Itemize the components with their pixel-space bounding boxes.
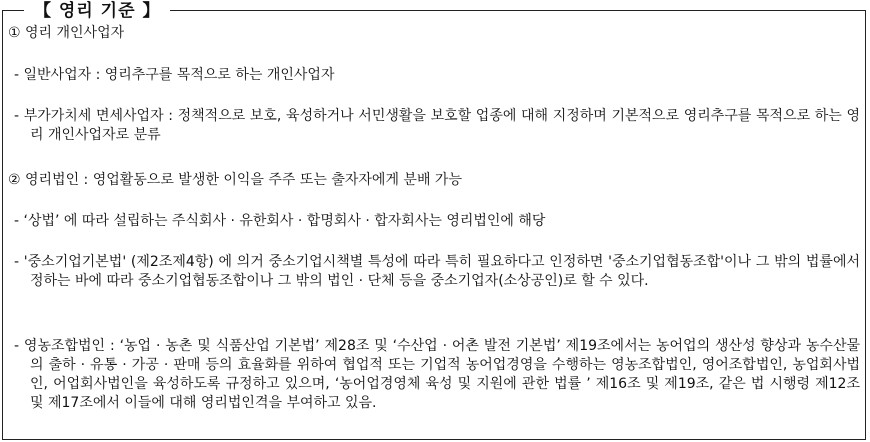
section2-item-farming-corp: - 영농조합법인 : ‘농업 · 농촌 및 식품산업 기본법’ 제28조 및 ‘수산업 · 어촌 발전 기본법’ 제19조에서는 농어업의 생산성 향상과 농수산물의 출하 · 유통 · 가공 · 판매 등의 효율화를 위하여 협업적 또는 기업적 농어업경영을 수행하는 영농조합법인, 영어조합법인, 농업회사법인, 어업회사법인을 육성하도록 규정하고 있으며, ‘농어업경영체 육성 및 지원에 관한 법률 ’ 제16조 및 제19조, 같은 법 시행령 제12조 및 제17조에서 이들에 대해 영리법인격을 부여하고 있음. <box>14 338 860 411</box>
section2-item-sme-act: - '중소기업기본법' (제2조제4항) 에 의거 중소기업시책별 특성에 따라 특히 필요하다고 인정하면 '중소기업협동조합'이나 그 밖의 법률에서 정하는 바에 따라 중소기업협동조합이나 그 밖의 법인 · 단체 등을 중소기업자(소상공인)로 할 수 있다. <box>14 254 860 289</box>
box-title: 【 영리 기준 】 <box>24 0 170 22</box>
section1-item-general: - 일반사업자 : 영리추구를 목적으로 하는 개인사업자 <box>14 67 335 83</box>
section1-item-vat-exempt: - 부가가치세 면세사업자 : 정책적으로 보호, 육성하거나 서민생활을 보호할 업종에 대해 지정하며 기본적으로 영리추구를 목적으로 하는 영리 개인사업자로 분류 <box>14 108 860 143</box>
section2-item-commercial-act: - ‘상법’ 에 따라 설립하는 주식회사 · 유한회사 · 합명회사 · 합자회사는 영리법인에 해당 <box>14 213 546 229</box>
section1-heading: ① 영리 개인사업자 <box>8 25 125 41</box>
section2-heading: ② 영리법인 : 영업활동으로 발생한 이익을 주주 또는 출자자에게 분배 가능 <box>8 172 462 188</box>
